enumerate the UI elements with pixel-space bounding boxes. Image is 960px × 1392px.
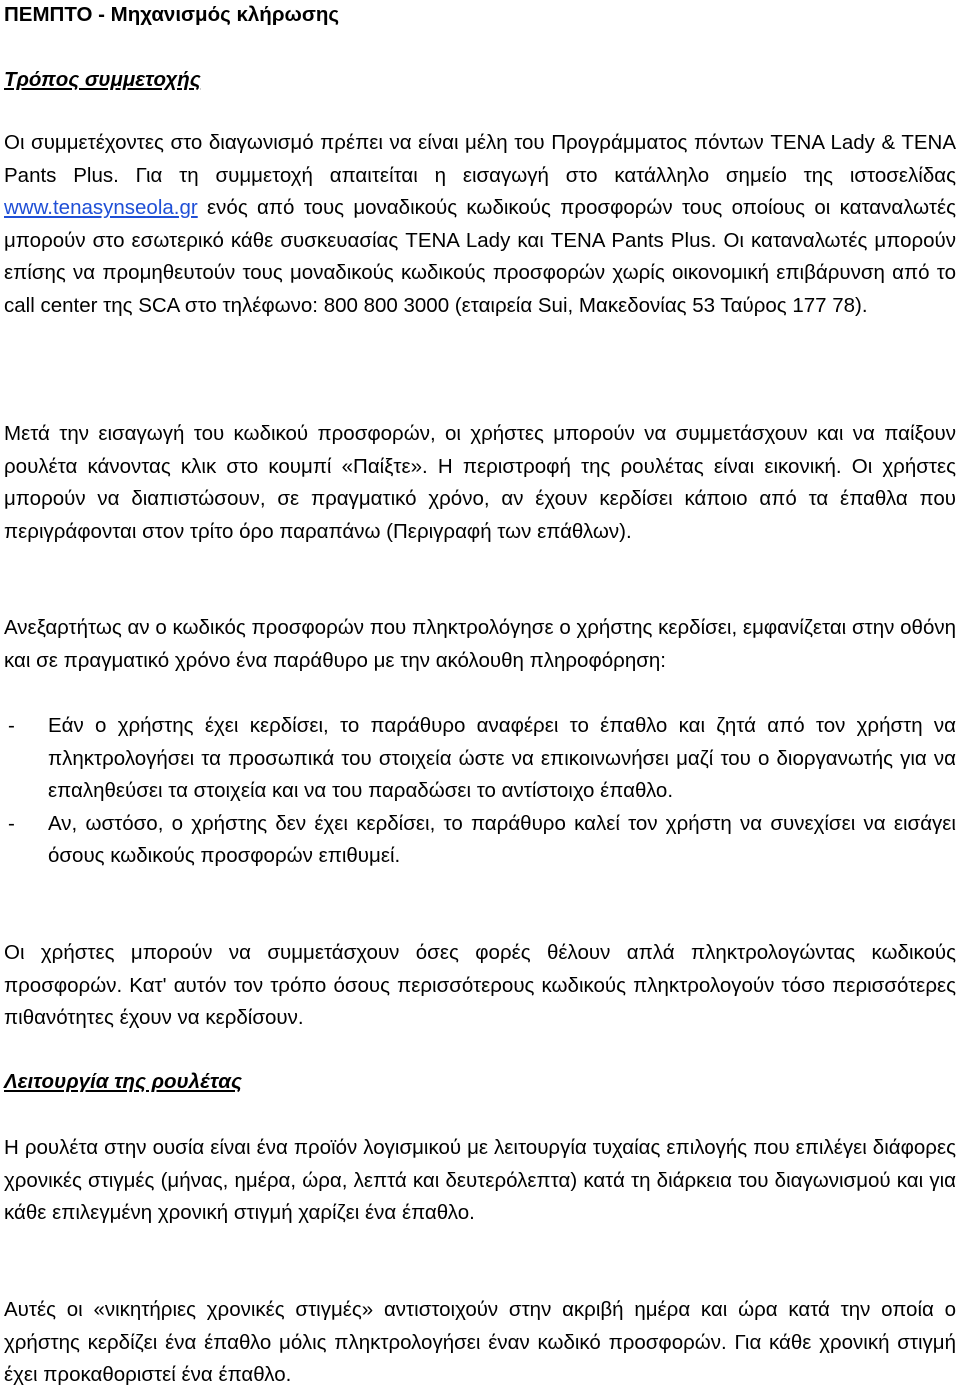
paragraph-roulette-software: Η ρουλέτα στην ουσία είναι ένα προϊόν λογισμικού με λειτουργία τυχαίας επιλογής που επιλέγει διάφορες χρονικές στιγμές (μήνας, ημέρα, ώρα, λεπτά και δευτερόλεπτα) κατά τη διάρκεια του διαγωνισμού και για κάθε επιλεγμένη χρονική στιγμή χαρίζει ένα έπαθλο. [4, 1136, 956, 1225]
list-item-text: Εάν ο χρήστης έχει κερδίσει, το παράθυρο αναφέρει το έπαθλο και ζητά από τον χρήστη να πληκτρολογήσει τα προσωπικά του στοιχεία ώστε να επικοινωνήσει μαζί του ο διοργανωτής για να επαληθεύσει τα στοιχεία και να του παραδώσει το αντίστοιχο έπαθλο. [48, 714, 956, 803]
paragraph-winning-moments: Αυτές οι «νικητήριες χρονικές στιγμές» αντιστοιχούν στην ακριβή ημέρα και ώρα κατά την οποία ο χρήστης κερδίζει ένα έπαθλο μόλις πληκτρολογήσει έναν κωδικό προσφορών. Για κάθε χρονική στιγμή έχει προκαθοριστεί ένα έπαθλο. [4, 1298, 956, 1387]
paragraph-roulette-play: Μετά την εισαγωγή του κωδικού προσφορών, οι χρήστες μπορούν να συμμετάσχουν και να παίξουν ρουλέτα κάνοντας κλικ στο κουμπί «Παίξτε». Η περιστροφή της ρουλέτας είναι εικονική. Οι χρήστες μπορούν να διαπιστώσουν, σε πραγματικό χρόνο, αν έχουν κερδίσει κάποιο από τα έπαθλα που περιγράφονται στον τρίτο όρο παραπάνω (Περιγραφή των επάθλων). [4, 422, 956, 543]
list-item-text: Αν, ωστόσο, ο χρήστης δεν έχει κερδίσει, το παράθυρο καλεί τον χρήστη να συνεχίσει να εισάγει όσους κωδικούς προσφορών επιθυμεί. [48, 811, 956, 868]
paragraph-text: Οι συμμετέχοντες στο διαγωνισμό πρέπει να είναι μέλη του Προγράμματος πόντων TENA Lady & TENA Pants Plus. Για τη συμμετοχή απαιτείται η εισαγωγή στο κατάλληλο σημείο της ιστοσελίδας [4, 131, 956, 187]
paragraph-popup-info: Ανεξαρτήτως αν ο κωδικός προσφορών που πληκτρολόγησε ο χρήστης κερδίσει, εμφανίζεται στην οθόνη και σε πραγματικό χρόνο ένα παράθυρο με την ακόλουθη πληροφόρηση: [4, 616, 956, 672]
section-heading-participation: Τρόπος συμμετοχής [4, 68, 201, 91]
page-title: ΠΕΜΠΤΟ - Μηχανισμός κλήρωσης [4, 3, 340, 26]
website-link[interactable]: www.tenasynseola.gr [4, 196, 198, 220]
list-item [4, 710, 956, 808]
popup-outcome-list [4, 710, 956, 873]
paragraph-multiple-entries: Οι χρήστες μπορούν να συμμετάσχουν όσες φορές θέλουν απλά πληκτρολογώντας κωδικούς προσφορών. Κατ' αυτόν τον τρόπο όσους περισσότερους κωδικούς πληκτρολογούν τόσο περισσότερες πιθανότητες έχουν να κερδίσουν. [4, 941, 956, 1030]
paragraph-text: ενός από τους μοναδικούς κωδικούς προσφορών τους οποίους οι καταναλωτές μπορούν στο εσωτερικό κάθε συσκευασίας TENA Lady και TENA Pants Plus. Οι καταναλωτές μπορούν επίσης να προμηθευτούν τους μοναδικούς κωδικούς προσφορών χωρίς οικονομική επιβάρυνση από το call center της SCA στο τηλέφωνο: 800 800 3000 (εταιρεία Sui, Μακεδονίας 53 Ταύρος 177 78). [4, 196, 956, 317]
list-marker: - [8, 811, 15, 835]
section-heading-roulette: Λειτουργία της ρουλέτας [4, 1070, 242, 1093]
list-item [4, 808, 956, 873]
list-marker: - [8, 714, 15, 737]
paragraph-participation-intro [4, 127, 956, 323]
